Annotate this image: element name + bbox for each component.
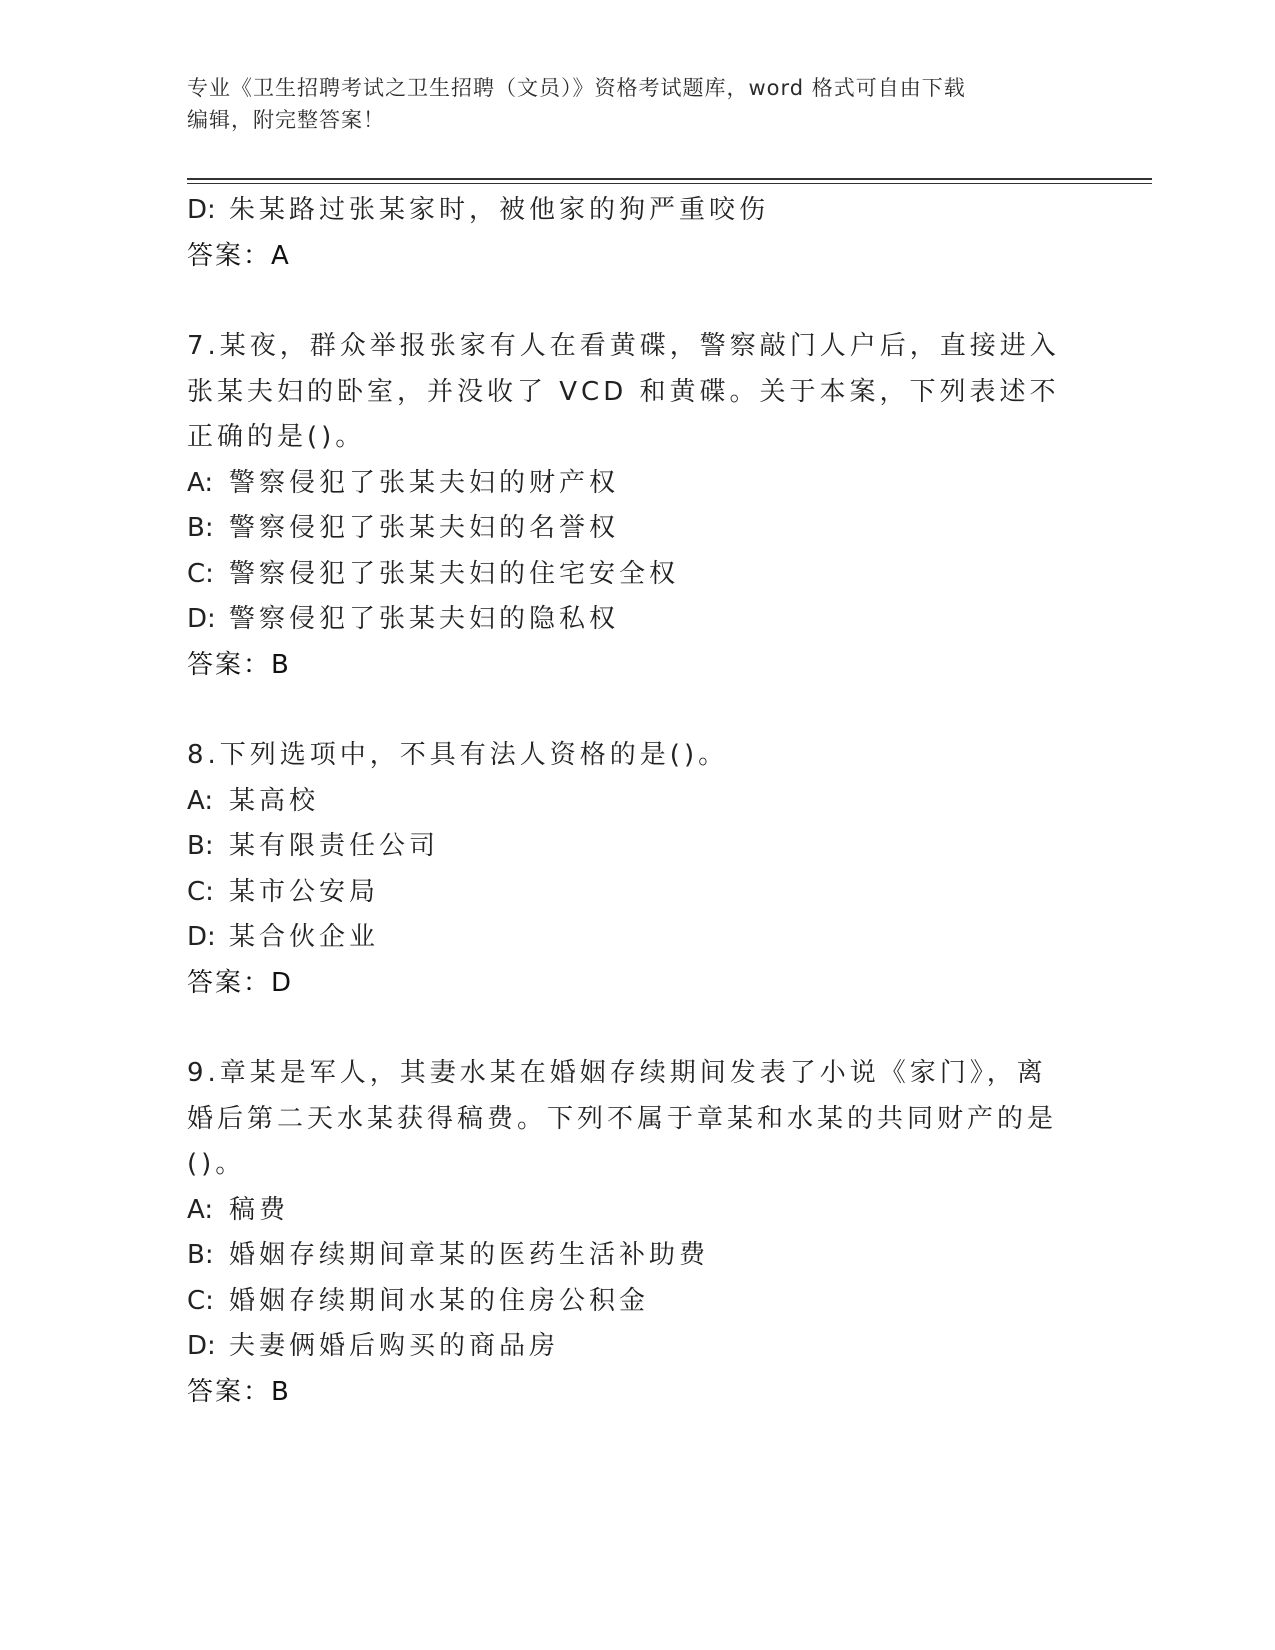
q9-answer: 答案：B — [187, 1376, 291, 1407]
header-line-1: 专业《卫生招聘考试之卫生招聘（文员）》资格考试题库，word 格式可自由下载 — [187, 76, 966, 100]
q7-option-d — [187, 597, 1067, 643]
q7-answer: 答案：B — [187, 649, 291, 680]
option-key: B: — [187, 1240, 214, 1270]
option-text: 某合伙企业 — [229, 922, 380, 952]
q7-option-c — [187, 552, 1067, 598]
q9-stem: 9.章某是军人，其妻水某在婚姻存续期间发表了小说《家门》，离婚后第二天水某获得稿费。下列不属于章某和水某的共同财产的是()。 — [187, 1058, 1058, 1179]
q6-answer: 答案：A — [187, 240, 291, 271]
option-key: D: — [187, 1331, 216, 1361]
q9-option-b — [187, 1233, 1067, 1279]
q7-option-b — [187, 506, 1067, 552]
q9-option-c — [187, 1279, 1067, 1325]
option-key: A: — [187, 467, 214, 498]
header-divider-thin — [187, 183, 1152, 184]
q8-option-d — [187, 915, 1067, 961]
q8-stem: 8.下列选项中，不具有法人资格的是()。 — [187, 740, 729, 770]
option-text: 某有限责任公司 — [229, 831, 440, 861]
q7-option-a — [187, 461, 1067, 507]
spacer — [187, 279, 1067, 324]
option-key: C: — [187, 1285, 214, 1316]
q8-option-c — [187, 870, 1067, 916]
option-text: 警察侵犯了张某夫妇的名誉权 — [229, 513, 620, 543]
spacer — [187, 1006, 1067, 1051]
option-key: D: — [187, 604, 216, 634]
option-text: 朱某路过张某家时，被他家的狗严重咬伤 — [229, 195, 770, 225]
header-line-2: 编辑，附完整答案！ — [187, 108, 385, 132]
option-key: D: — [187, 195, 216, 225]
option-key: C: — [187, 876, 214, 907]
option-text: 警察侵犯了张某夫妇的财产权 — [229, 467, 620, 498]
option-text: 警察侵犯了张某夫妇的隐私权 — [229, 604, 620, 634]
document-header — [187, 72, 1067, 136]
q9-option-a — [187, 1188, 1067, 1234]
option-text: 警察侵犯了张某夫妇的住宅安全权 — [229, 558, 680, 589]
q9-option-d — [187, 1324, 1067, 1370]
option-text: 婚姻存续期间章某的医药生活补助费 — [229, 1240, 710, 1270]
question-content — [187, 188, 1067, 1415]
option-key: B: — [187, 831, 214, 861]
q7-stem: 7.某夜，群众举报张家有人在看黄碟，警察敲门人户后，直接进入张某夫妇的卧室，并没收了 VCD 和黄碟。关于本案，下列表述不正确的是()。 — [187, 331, 1060, 452]
option-key: A: — [187, 785, 214, 816]
option-text: 夫妻俩婚后购买的商品房 — [229, 1331, 560, 1361]
q8-option-b — [187, 824, 1067, 870]
q6-option-d — [187, 188, 1067, 234]
option-text: 婚姻存续期间水某的住房公积金 — [229, 1285, 650, 1316]
option-key: B: — [187, 513, 214, 543]
header-divider-thick — [187, 178, 1152, 180]
option-text: 某市公安局 — [229, 876, 380, 907]
option-text: 稿费 — [229, 1194, 290, 1225]
option-key: C: — [187, 558, 214, 589]
option-key: A: — [187, 1194, 214, 1225]
q8-option-a — [187, 779, 1067, 825]
option-key: D: — [187, 922, 216, 952]
q8-answer: 答案：D — [187, 967, 294, 998]
spacer — [187, 688, 1067, 733]
option-text: 某高校 — [229, 785, 320, 816]
